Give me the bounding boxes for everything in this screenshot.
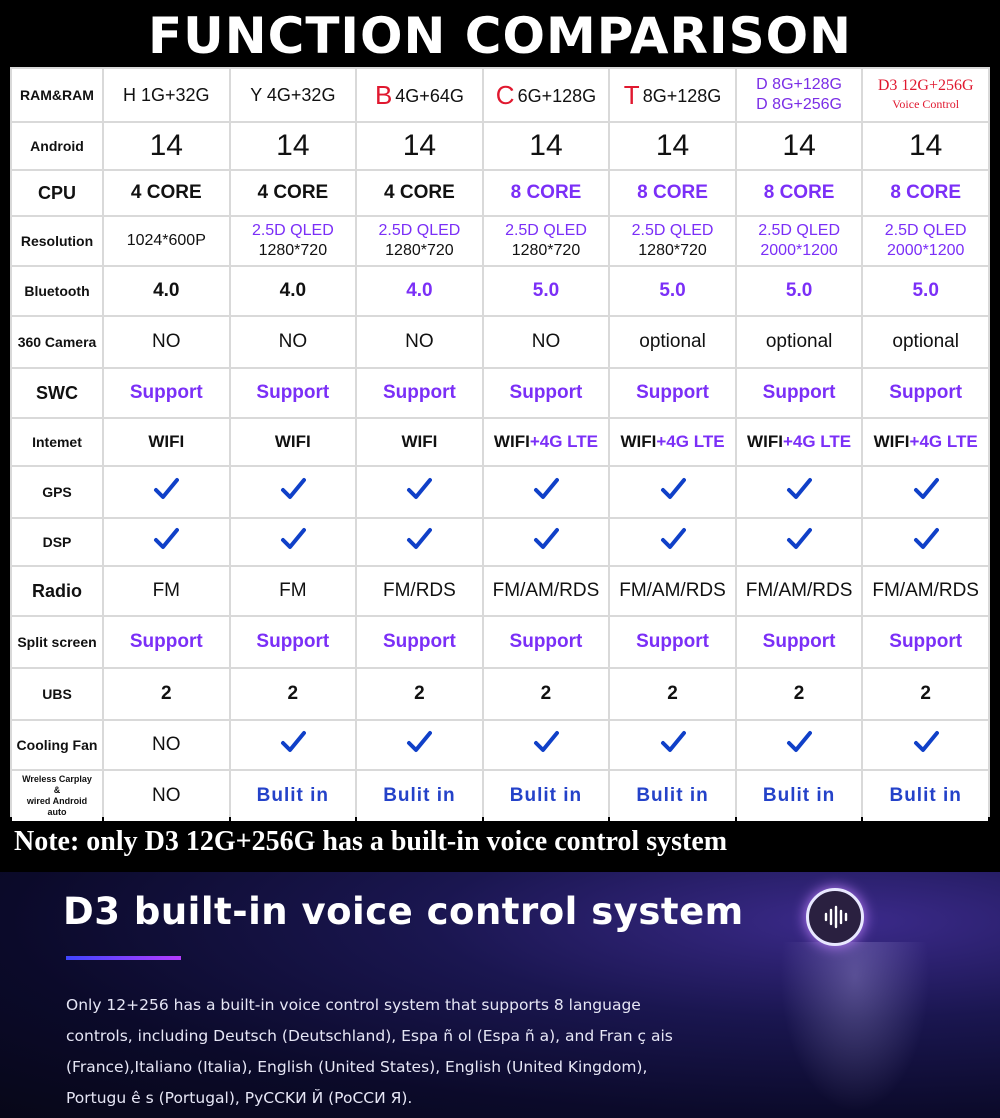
cell: 5.0	[484, 267, 609, 315]
cell: WIFI	[357, 419, 482, 465]
cell: Bulit in	[610, 771, 735, 821]
row-label: Radio	[12, 567, 102, 615]
row-label: Resolution	[12, 217, 102, 265]
cell: Support	[863, 617, 988, 667]
cell: Support	[484, 369, 609, 417]
comparison-table	[10, 67, 990, 817]
check-icon	[533, 730, 559, 754]
header-h: H 1G+32G	[104, 69, 229, 121]
cell	[231, 721, 356, 769]
cell: FM/AM/RDS	[484, 567, 609, 615]
row-cooling-fan	[12, 721, 988, 769]
cell	[231, 467, 356, 517]
cell: optional	[737, 317, 862, 367]
cell: optional	[863, 317, 988, 367]
row-label: SWC	[12, 369, 102, 417]
cell: WIFI	[104, 419, 229, 465]
row-label: Cooling Fan	[12, 721, 102, 769]
row-radio	[12, 567, 988, 615]
cell	[231, 519, 356, 565]
cell: FM/AM/RDS	[863, 567, 988, 615]
voice-banner	[0, 872, 1000, 1118]
cell: 4.0	[104, 267, 229, 315]
header-d: D 8G+128G D 8G+256G	[737, 69, 862, 121]
check-icon	[533, 527, 559, 551]
cell: 2.5D QLED 2000*1200	[737, 217, 862, 265]
row-ubs	[12, 669, 988, 719]
cell: Bulit in	[863, 771, 988, 821]
row-resolution	[12, 217, 988, 265]
cell: 5.0	[737, 267, 862, 315]
cell: Support	[484, 617, 609, 667]
row-bluetooth	[12, 267, 988, 315]
cell: Support	[104, 369, 229, 417]
check-icon	[660, 527, 686, 551]
row-label: Intemet	[12, 419, 102, 465]
cell	[357, 467, 482, 517]
cell: 2.5D QLED 1280*720	[231, 217, 356, 265]
cell: 5.0	[610, 267, 735, 315]
check-icon	[406, 730, 432, 754]
cell: WIFI+4G LTE	[484, 419, 609, 465]
cell	[484, 721, 609, 769]
cell: NO	[104, 317, 229, 367]
row-split-screen	[12, 617, 988, 667]
header-d3: D3 12G+256G Voice Control	[863, 69, 988, 121]
row-cpu	[12, 171, 988, 215]
voice-line-3: (France),Italiano (Italia), English (United States), English (United Kingdom),	[66, 1058, 648, 1076]
cell	[863, 519, 988, 565]
cell: Support	[231, 617, 356, 667]
voice-description	[66, 990, 866, 1114]
header-y: Y 4G+32G	[231, 69, 356, 121]
row-360-camera	[12, 317, 988, 367]
cell	[104, 519, 229, 565]
cell	[737, 467, 862, 517]
cell: FM/RDS	[357, 567, 482, 615]
cell: Support	[104, 617, 229, 667]
cell: 4 CORE	[231, 171, 356, 215]
cell: 2	[104, 669, 229, 719]
accent-line	[66, 956, 181, 960]
check-icon	[913, 477, 939, 501]
cell	[610, 467, 735, 517]
header-label: RAM&RAM	[12, 69, 102, 121]
cell: NO	[357, 317, 482, 367]
cell: Bulit in	[357, 771, 482, 821]
check-icon	[280, 527, 306, 551]
cell: Support	[357, 617, 482, 667]
row-label: Wreless Carplay & wired Android auto	[12, 771, 102, 821]
cell: 2.5D QLED 1280*720	[357, 217, 482, 265]
check-icon	[913, 730, 939, 754]
row-carplay	[12, 771, 988, 821]
cell: Bulit in	[231, 771, 356, 821]
cell: 2	[610, 669, 735, 719]
cell: 5.0	[863, 267, 988, 315]
cell: 14	[737, 123, 862, 169]
check-icon	[786, 730, 812, 754]
row-swc	[12, 369, 988, 417]
header-c: C 6G+128G	[484, 69, 609, 121]
cell: Support	[357, 369, 482, 417]
check-icon	[660, 730, 686, 754]
check-icon	[786, 527, 812, 551]
row-dsp	[12, 519, 988, 565]
cell: 8 CORE	[610, 171, 735, 215]
row-label: DSP	[12, 519, 102, 565]
cell	[610, 519, 735, 565]
cell: 8 CORE	[863, 171, 988, 215]
check-icon	[153, 477, 179, 501]
cell	[863, 721, 988, 769]
cell: 1024*600P	[104, 217, 229, 265]
cell: Support	[231, 369, 356, 417]
cell: 8 CORE	[737, 171, 862, 215]
check-icon	[786, 477, 812, 501]
cell: NO	[484, 317, 609, 367]
cell: 14	[357, 123, 482, 169]
cell: 14	[484, 123, 609, 169]
check-icon	[280, 477, 306, 501]
cell: 2	[357, 669, 482, 719]
cell: 2	[863, 669, 988, 719]
check-icon	[406, 477, 432, 501]
cell	[357, 519, 482, 565]
cell	[737, 519, 862, 565]
cell: optional	[610, 317, 735, 367]
cell: 14	[231, 123, 356, 169]
row-label: UBS	[12, 669, 102, 719]
voice-wave-icon	[806, 888, 864, 946]
note-text: Note: only D3 12G+256G has a built-in voice control system	[14, 826, 728, 857]
cell: FM	[104, 567, 229, 615]
cell: 2	[231, 669, 356, 719]
cell	[610, 721, 735, 769]
cell: 2	[484, 669, 609, 719]
row-label: 360 Camera	[12, 317, 102, 367]
cell	[104, 467, 229, 517]
check-icon	[913, 527, 939, 551]
cell: 14	[104, 123, 229, 169]
cell	[863, 467, 988, 517]
cell: FM/AM/RDS	[737, 567, 862, 615]
check-icon	[660, 477, 686, 501]
cell: WIFI+4G LTE	[737, 419, 862, 465]
cell: 2.5D QLED 1280*720	[610, 217, 735, 265]
cell: Support	[610, 617, 735, 667]
check-icon	[280, 730, 306, 754]
cell	[737, 721, 862, 769]
cell	[484, 519, 609, 565]
page-title: FUNCTION COMPARISON	[148, 7, 852, 65]
header-b: B 4G+64G	[357, 69, 482, 121]
check-icon	[153, 527, 179, 551]
cell: Support	[737, 369, 862, 417]
cell: Bulit in	[737, 771, 862, 821]
cell: NO	[231, 317, 356, 367]
cell: 8 CORE	[484, 171, 609, 215]
cell: Support	[863, 369, 988, 417]
cell: 14	[610, 123, 735, 169]
row-label: Android	[12, 123, 102, 169]
row-gps	[12, 467, 988, 517]
cell: Support	[610, 369, 735, 417]
cell: FM/AM/RDS	[610, 567, 735, 615]
row-label: Bluetooth	[12, 267, 102, 315]
cell: Support	[737, 617, 862, 667]
cell: 14	[863, 123, 988, 169]
cell: 4 CORE	[104, 171, 229, 215]
header-t: T 8G+128G	[610, 69, 735, 121]
voice-line-1: Only 12+256 has a built-in voice control system that supports 8 language	[66, 996, 641, 1014]
check-icon	[406, 527, 432, 551]
cell: 2.5D QLED 1280*720	[484, 217, 609, 265]
cell: 4.0	[357, 267, 482, 315]
row-android	[12, 123, 988, 169]
row-label: GPS	[12, 467, 102, 517]
voice-title: D3 built-in voice control system	[63, 890, 744, 933]
voice-line-4: Portugu ê s (Portugal), PyCCKИ Й (PoCCИ Я).	[66, 1089, 413, 1107]
cell: NO	[104, 721, 229, 769]
cell: 2	[737, 669, 862, 719]
row-label: CPU	[12, 171, 102, 215]
cell	[484, 467, 609, 517]
cell: WIFI+4G LTE	[863, 419, 988, 465]
cell: 4 CORE	[357, 171, 482, 215]
voice-line-2: controls, including Deutsch (Deutschland), Espa ñ ol (Espa ñ a), and Fran ç ais	[66, 1027, 673, 1045]
cell: 4.0	[231, 267, 356, 315]
cell: WIFI	[231, 419, 356, 465]
cell: WIFI+4G LTE	[610, 419, 735, 465]
row-internet	[12, 419, 988, 465]
cell: NO	[104, 771, 229, 821]
cell: FM	[231, 567, 356, 615]
check-icon	[533, 477, 559, 501]
header-row	[12, 69, 988, 121]
cell: 2.5D QLED 2000*1200	[863, 217, 988, 265]
row-label: Split screen	[12, 617, 102, 667]
cell: Bulit in	[484, 771, 609, 821]
cell	[357, 721, 482, 769]
